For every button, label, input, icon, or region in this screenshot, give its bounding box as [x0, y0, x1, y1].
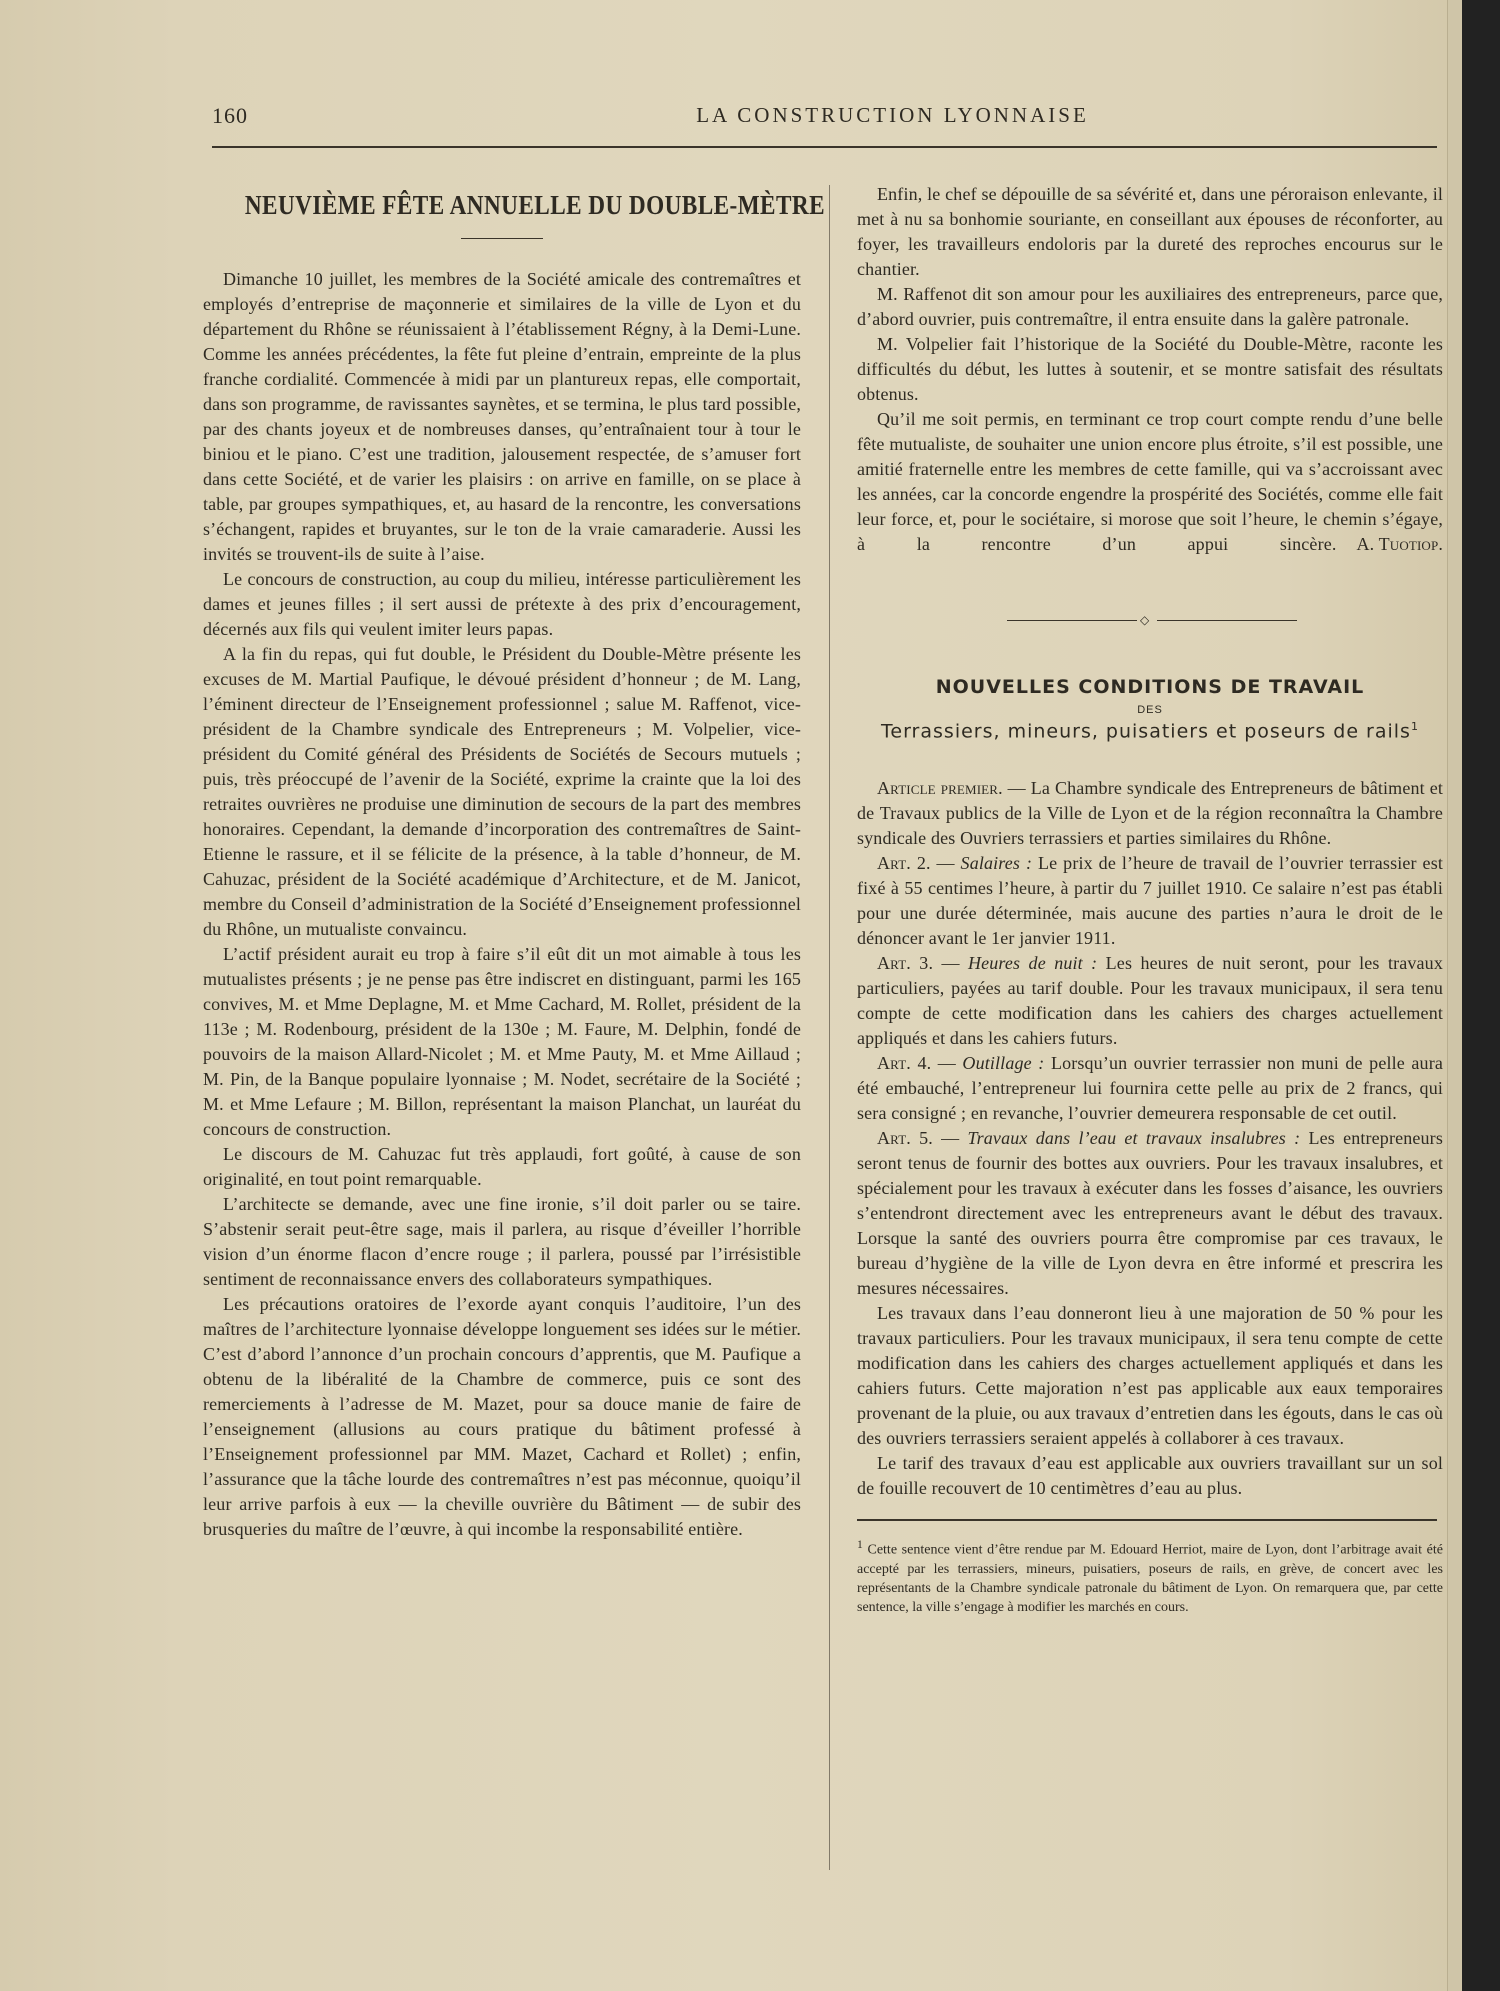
- work-conditions-body: [857, 776, 1443, 1501]
- paragraph: L’architecte se demande, avec une fine ironie, s’il doit parler ou se taire. S’abstenir serait peut-être sage, mais il parlera, au risque d’éveiller l’horrible vision d’un énorme flacon d’encre rouge ; il parlera, poussé par l’irrésistible sentiment de reconnaissance envers des collaborateurs sympathiques.: [203, 1194, 801, 1289]
- section-subtitle: [857, 720, 1443, 742]
- paragraph: Enfin, le chef se dépouille de sa sévérité et, dans une péroraison enlevante, il met à nu sa bonhomie souriante, en conseillant aux épouses de réconforter, au foyer, les travailleurs endoloris par la dureté des reproches encourus sur le chantier.: [857, 184, 1443, 279]
- clause-text: Les heures de nuit seront, pour les travaux particuliers, payées au tarif double. Pour les travaux municipaux, il sera tenu compte de cette modification dans les cahiers des charges actuellement appliqués et dans les cahiers futurs.: [857, 953, 1443, 1049]
- footnote-ref: 1: [1410, 720, 1419, 733]
- clause-title: Heures de nuit :: [967, 953, 1098, 974]
- paragraph-with-signature: [857, 407, 1443, 582]
- clause-label: Art. 4. —: [877, 1053, 956, 1074]
- clause-label: Article premier.: [877, 778, 1003, 799]
- article-body: [203, 267, 801, 1542]
- clause-title: Outillage :: [962, 1053, 1045, 1074]
- paragraph: L’actif président aurait eu trop à faire s’il eût dit un mot aimable à tous les mutualistes présents ; je ne pense pas être indiscret en distinguant, parmi les 165 convives, M. et Mme Deplagne, M. et Mme Cachard, M. Rollet, président de la 113e ; M. Rodenbourg, président de la 130e ; M. Faure, M. Delphin, fondé de pouvoirs de la maison Allard-Nicolet ; M. et Mme Pauty, M. et Mme Aillaud ; M. Pin, de la Banque populaire lyonnaise ; M. Nodet, secrétaire de la Société ; M. et Mme Lefaure ; M. Billon, représentant la maison Planchat, un lauréat du concours de construction.: [203, 944, 801, 1139]
- running-header: [205, 103, 1440, 133]
- footnote-rule: [857, 1519, 1437, 1521]
- section-title: NOUVELLES CONDITIONS DE TRAVAIL: [935, 676, 1365, 698]
- article-continuation: [857, 182, 1443, 582]
- paragraph-text: Qu’il me soit permis, en terminant ce trop court compte rendu d’une belle fête mutualiste, de souhaiter une union encore plus étroite, s’il est possible, une amitié fraternelle entre les membres de cette famille, qui va s’accroissant avec les années, car la concorde engendre la prospérité des Sociétés, comme elle fait leur force, et, pour le sociétaire, si morose que soit l’heure, le chemin s’égaye, à la rencontre d’un appui sincère.: [857, 409, 1443, 554]
- footnote-number: 1: [857, 1538, 863, 1552]
- page-edge: [1447, 0, 1462, 1991]
- paragraph: M. Volpelier fait l’historique de la Société du Double-Mètre, raconte les difficultés du début, les luttes à soutenir, et se montre satisfait des résultats obtenus.: [857, 334, 1443, 404]
- journal-title: LA CONSTRUCTION LYONNAISE: [696, 103, 1089, 127]
- paragraph: M. Raffenot dit son amour pour les auxiliaires des entrepreneurs, parce que, d’abord ouvrier, puis contremaître, il entra ensuite dans la galère patronale.: [857, 284, 1443, 329]
- page-number: 160: [212, 103, 248, 128]
- article-clause: [857, 1051, 1443, 1126]
- section-separator: [857, 610, 1443, 630]
- right-column: [857, 182, 1443, 1617]
- paragraph: Les travaux dans l’eau donneront lieu à une majoration de 50 % pour les travaux particuliers. Pour les travaux municipaux, il sera tenu compte de cette modification dans les cahiers des charges actuellement appliqués et dans les cahiers futurs. Cette majoration n’est pas applicable aux eaux temporaires provenant de la pluie, ou aux travaux d’entretien dans les égouts, dans le cas où des ouvriers terrassiers seraient appelés à collaborer à ces travaux.: [857, 1303, 1443, 1449]
- diamond-ornament-icon: ◇: [1140, 613, 1150, 627]
- article-clause: [857, 776, 1443, 851]
- paragraph: Les précautions oratoires de l’exorde ayant conquis l’auditoire, l’un des maîtres de l’architecture lyonnaise développe longuement ses idées sur le métier. C’est d’abord l’annonce d’un prochain concours d’apprentis, que M. Paufique a obtenu de la libéralité de la Chambre de commerce, puis ce sont des remerciements à l’adresse de M. Mazet, pour sa douce manie de faire de l’enseignement (allusions au cours pratique du bâtiment professé à l’Enseignement professionnel par MM. Mazet, Cachard et Rollet) ; enfin, l’assurance que la tâche lourde des contremaîtres n’est pas méconnue, quoiqu’il leur arrive parfois à eux — la cheville ouvrière du Bâtiment — de subir des brusqueries du maître de l’œuvre, à qui incombe la responsabilité entière.: [203, 1294, 801, 1539]
- article-clause: [857, 951, 1443, 1051]
- paragraph: Le tarif des travaux d’eau est applicable aux ouvriers travaillant sur un sol de fouille recouvert de 10 centimètres d’eau au plus.: [857, 1453, 1443, 1499]
- footnote-text: Cette sentence vient d’être rendue par M. Edouard Herriot, maire de Lyon, dont l’arbitrage avait été accepté par les terrassiers, mineurs, puisatiers, poseurs de rails, en grève, de concert avec les représentants de la Chambre syndicale patronale du bâtiment de Lyon. On remarquera que, par cette sentence, la ville s’engage à modifier les marchés en cours.: [857, 1542, 1443, 1615]
- article-clause: [857, 1126, 1443, 1301]
- title-rule: [461, 238, 543, 239]
- clause-text: Les entrepreneurs seront tenus de fournir des bottes aux ouvriers. Pour les travaux insalubres, et spécialement pour les travaux à exécuter dans les fosses d’aisance, les ouvriers s’entendront directement avec les entrepreneurs avant le début des travaux. Lorsque la santé des ouvriers pourra être compromise par ces travaux, le bureau d’hygiène de la ville de Lyon devra en être informé et prescrira les mesures nécessaires.: [857, 1128, 1443, 1299]
- clause-title: Travaux dans l’eau et travaux insalubres :: [967, 1128, 1301, 1149]
- paragraph: A la fin du repas, qui fut double, le Président du Double-Mètre présente les excuses de M. Martial Paufique, le dévoué président d’honneur ; de M. Lang, l’éminent directeur de l’Enseignement professionnel ; salue M. Raffenot, vice-président de la Chambre syndicale des Entrepreneurs ; M. Volpelier, vice-président du Comité général des Présidents de Sociétés de Secours mutuels ; puis, très préoccupé de l’avenir de la Société, exprime la crainte que la loi des retraites ouvrières ne produise une diminution de secours de la part des membres honoraires. Cependant, la demande d’incorporation des contremaîtres de Saint-Etienne le rassure, et il se félicite de la présence, à la table d’honneur, de M. Cahuzac, président de la Société académique d’Architecture, et de M. Janicot, membre du Conseil d’administration de la Société d’Enseignement professionnel du Rhône, un mutualiste convaincu.: [203, 644, 801, 939]
- clause-label: Art. 2. —: [877, 853, 955, 874]
- clause-label: Art. 3. —: [877, 953, 960, 974]
- paragraph: Le discours de M. Cahuzac fut très applaudi, fort goûté, à cause de son originalité, en tout point remarquable.: [203, 1144, 801, 1189]
- paragraph: Le concours de construction, au coup du milieu, intéresse particulièrement les dames et jeunes filles ; il sert aussi de prétexte à des prix d’encouragement, décernés aux fils qui veulent imiter leurs papas.: [203, 569, 801, 639]
- section-connector: DES: [1137, 704, 1163, 716]
- column-separator: [829, 185, 830, 1870]
- clause-label: Art. 5. —: [877, 1128, 960, 1149]
- clause-title: Salaires :: [960, 853, 1033, 874]
- article-title: NEUVIÈME FÊTE ANNUELLE DU DOUBLE-MÈTRE: [244, 190, 826, 220]
- article-clause: [857, 851, 1443, 951]
- header-rule: [212, 146, 1437, 148]
- left-column: [203, 188, 826, 1542]
- clause-text: — La Chambre syndicale des Entrepreneurs de bâtiment et de Travaux publics de la Ville de Lyon et de la région reconnaîtra la Chambre syndicale des Ouvriers terrassiers et parties similaires du Rhône.: [857, 778, 1443, 849]
- paragraph: Dimanche 10 juillet, les membres de la Société amicale des contremaîtres et employés d’entreprise de maçonnerie et similaires de la ville de Lyon et du département du Rhône se réunissaient à l’établissement Régny, à la Demi-Lune. Comme les années précédentes, la fête fut pleine d’entrain, empreinte de la plus franche cordialité. Commencée à midi par un plantureux repas, elle comportait, dans son programme, de ravissantes saynètes, et se termina, le plus tard possible, par des chants joyeux et de nombreuses danses, qu’entraînaient tour à tour le biniou et le piano. C’est une tradition, jalousement respectée, de s’amuser fort dans cette Société, et de varier les plaisirs : on arrive en famille, on se place à table, par groupes sympathiques, et, au hasard de la rencontre, les conversations s’échangent, rapides et bruyantes, sur le ton de la vraie camaraderie. Aussi les invités se trouvent-ils de suite à l’aise.: [203, 269, 801, 564]
- signature: A. Tuotiop.: [1356, 534, 1443, 554]
- clause-text: Lorsqu’un ouvrier terrassier non muni de pelle aura été embauché, l’entrepreneur lui fournira cette pelle au prix de 2 francs, qui sera consigné ; en revanche, l’ouvrier demeurera responsable de cet outil.: [857, 1053, 1443, 1124]
- clause-text: Le prix de l’heure de travail de l’ouvrier terrassier est fixé à 55 centimes l’heure, à partir du 7 juillet 1910. Ce salaire n’est pas établi pour une durée déterminée, mais aucune des parties n’aura le droit de le dénoncer avant le 1er janvier 1911.: [857, 853, 1444, 949]
- footnote: [857, 1535, 1443, 1617]
- scan-border: [1462, 0, 1500, 1991]
- subtitle-text: Terrassiers, mineurs, puisatiers et poseurs de rails: [881, 720, 1411, 743]
